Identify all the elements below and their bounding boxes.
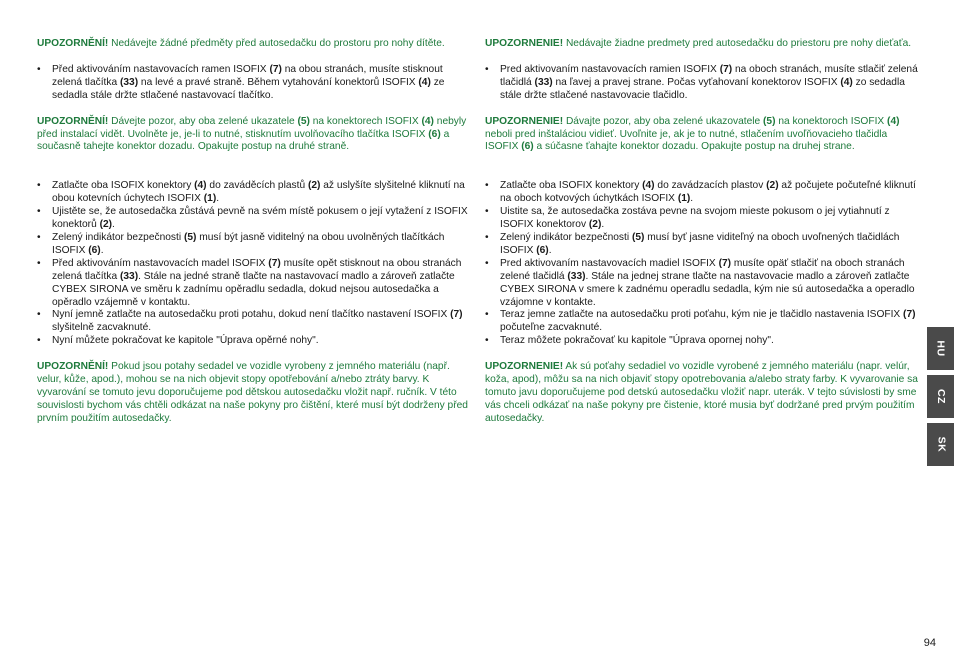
instruction-list-2 <box>37 180 469 348</box>
list-item: • Před aktivováním nastavovacích ramen ISOFIX (7) na obou stranách, musíte stisknout zelená tlačítka (33) na levé a pravé straně. Během vytahování konektorů ISOFIX (4) ze sedadla stále držte stlačené nastavovací tlačítko. <box>37 64 469 103</box>
language-tab-cz[interactable] <box>927 375 954 418</box>
list-item: • Zelený indikátor bezpečnosti (5) musí byť jasne viditeľný na oboch uvoľnených tlačidlách ISOFIX (6). <box>485 232 918 258</box>
list-item: • Uistite sa, že autosedačka zostáva pevne na svojom mieste pokusom o jej vytiahnutí z ISOFIX konektorov (2). <box>485 206 918 232</box>
warning-text: Nedávejte žádné předměty před autosedačku do prostoru pro nohy dítěte. <box>108 38 445 49</box>
tab-label: SK <box>934 436 947 453</box>
warning-label: UPOZORNĚNÍ! <box>37 38 109 49</box>
tab-label: HU <box>934 340 947 357</box>
list-item: • Před aktivováním nastavovacích madel ISOFIX (7) musíte opět stisknout na obou stranách zelená tlačítka (33). Stále na jedné straně tlačte na nastavovací madlo a zároveň zatlačte CYBEX SIRONA ve směru k zadnímu opěradlu sedadla, dokud nejsou autosedačka a opěradlo vzájemně v kontaktu. <box>37 258 469 310</box>
warning-label: UPOZORNENIE! <box>485 115 564 127</box>
warning-indicators <box>485 116 918 155</box>
warning-label: UPOZORNENIE! <box>485 361 564 373</box>
tab-label: CZ <box>934 389 947 404</box>
list-item: • Nyní jemně zatlačte na autosedačku proti potahu, dokud není tlačítko nastavení ISOFIX (7) slyšitelně zacvaknuté. <box>37 309 469 335</box>
warning-seat-covers <box>485 361 918 426</box>
right-column-slovak <box>485 38 918 439</box>
warning-foot-area <box>37 38 469 51</box>
warning-text: Dávajte pozor, aby oba zelené ukazovatele (5) na konektoroch ISOFIX (4) neboli pred inštaláciou vidieť. Uvoľnite je, ak je to nutné, stlačením uvoľňovacieho tlačidla ISOFIX (6) a súčasne ťahajte konektor dozadu. Opakujte postup na druhej strane. <box>485 115 900 153</box>
left-column-czech <box>37 38 469 439</box>
warning-text: Pokud jsou potahy sedadel ve vozidle vyrobeny z jemného materiálu (např. velur, kůže, apod.), mohou se na nich objevit stopy opotřebování a/nebo ztráty barvy. K vyvarování se tomuto jevu doporučujeme pod dětskou autosedačku vložit např. ručník. V této souvislosti bychom vás chtěli odkázat na naše pokyny pro čištění, které musí být dodrženy před prvním použitím autosedačky. <box>37 361 468 424</box>
warning-seat-covers <box>37 361 469 426</box>
warning-foot-area <box>485 38 918 51</box>
instruction-list-2 <box>485 180 918 348</box>
list-item: • Teraz jemne zatlačte na autosedačku proti poťahu, kým nie je tlačidlo nastavenia ISOFIX (7) počuteľne zacvaknuté. <box>485 309 918 335</box>
list-item: • Ujistěte se, že autosedačka zůstává pevně na svém místě pokusem o její vytažení z ISOFIX konektorů (2). <box>37 206 469 232</box>
warning-label: UPOZORNĚNÍ! <box>37 361 109 373</box>
list-item: • Zatlačte oba ISOFIX konektory (4) do zavádzacích plastov (2) až počujete počuteľné kliknutí na oboch kotvových úchytkách ISOFIX (1). <box>485 180 918 206</box>
list-item: • Teraz môžete pokračovať ku kapitole "Úprava opornej nohy". <box>485 335 918 348</box>
list-item: • Pred aktivovaním nastavovacích madiel ISOFIX (7) musíte opäť stlačiť na oboch stranách zelené tlačidlá (33). Stále na jednej strane tlačte na nastavovacie madlo a zároveň zatlačte CYBEX SIRONA v smere k zadnému operadlu sedadla, kým nie sú autosedačka a operadlo vzájomne v kontakte. <box>485 258 918 310</box>
warning-label: UPOZORNĚNÍ! <box>37 115 109 127</box>
instruction-list-1 <box>37 64 469 103</box>
warning-indicators <box>37 116 469 155</box>
warning-label: UPOZORNENIE! <box>485 38 564 49</box>
language-tab-sk[interactable] <box>927 423 954 466</box>
warning-text: Dávejte pozor, aby oba zelené ukazatele (5) na konektorech ISOFIX (4) nebyly před instalací vidět. Uvolněte je, je-li to nutné, stisknutím uvolňovacího tlačítka ISOFIX (6) a současně tahejte konektor dozadu. Opakujte postup na druhé straně. <box>37 115 467 153</box>
warning-text: Ak sú poťahy sedadiel vo vozidle vyrobené z jemného materiálu (napr. velúr, koža, apod), môžu sa na nich objaviť stopy opotrebovania a/alebo straty farby. K vyvarovanie sa tomuto javu doporučujeme pod detskú autosedačku vložiť napr. uterák. V tejto súvislosti by sme vás chceli odkázať na naše pokyny pre čistenie, ktoré musia byť dodržané pred prvým použitím autosedačky. <box>485 361 918 424</box>
language-tabs <box>927 327 954 471</box>
list-item: • Zelený indikátor bezpečnosti (5) musí být jasně viditelný na obou uvolněných tlačítkách ISOFIX (6). <box>37 232 469 258</box>
language-tab-hu[interactable] <box>927 327 954 370</box>
list-item: • Pred aktivovaním nastavovacích ramien ISOFIX (7) na oboch stranách, musíte stlačiť zelená tlačidlá (33) na ľavej a pravej strane. Počas vyťahovaní konektorov ISOFIX (4) zo sedadla stále držte stlačené nastavovacie tlačidlo. <box>485 64 918 103</box>
list-item: • Zatlačte oba ISOFIX konektory (4) do zaváděcích plastů (2) až uslyšíte slyšitelné kliknutí na obou kotevních úchytech ISOFIX (1). <box>37 180 469 206</box>
instruction-list-1 <box>485 64 918 103</box>
list-item: • Nyní můžete pokračovat ke kapitole "Úprava opěrné nohy". <box>37 335 469 348</box>
page-number: 94 <box>923 637 936 649</box>
warning-text: Nedávajte žiadne predmety pred autosedačku do priestoru pre nohy dieťaťa. <box>563 38 912 49</box>
